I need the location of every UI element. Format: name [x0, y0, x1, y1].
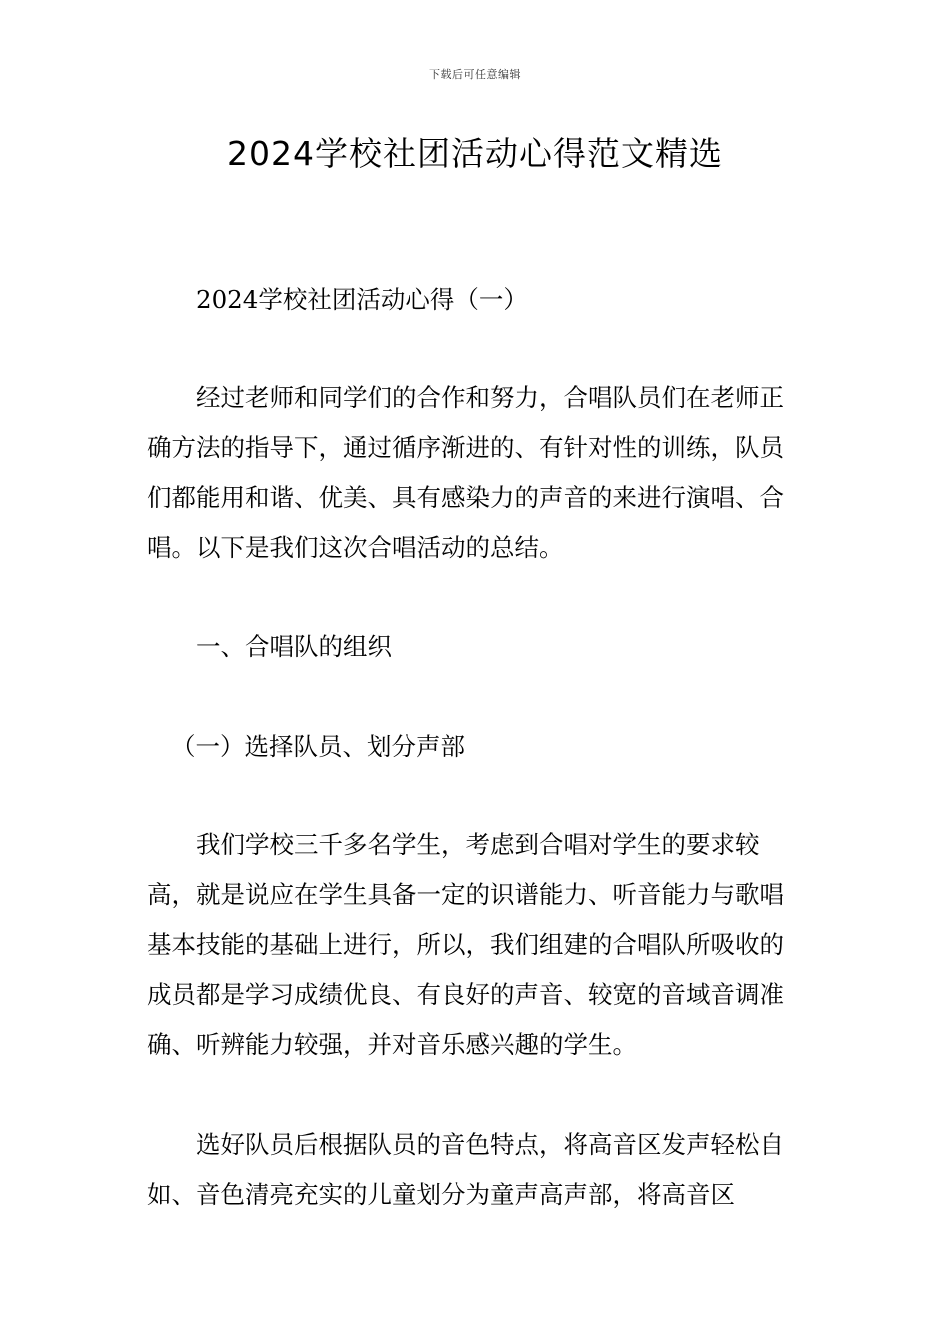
header-note: 下载后可任意编辑	[429, 68, 521, 81]
paragraph-intro: 经过老师和同学们的合作和努力，合唱队员们在老师正确方法的指导下，通过循序渐进的、有针对性的训练，队员们都能用和谐、优美、具有感染力的声音的来进行演唱、合唱。以下是我们这次合唱活动的总结。	[147, 383, 784, 562]
paragraph-voice-division: 选好队员后根据队员的音色特点，将高音区发声轻松自如、音色清亮充实的儿童划分为童声高声部，将高音区	[147, 1130, 784, 1209]
paragraph-member-selection: 我们学校三千多名学生，考虑到合唱对学生的要求较高，就是说应在学生具备一定的识谱能力、听音能力与歌唱基本技能的基础上进行，所以，我们组建的合唱队所吸收的成员都是学习成绩优良、有良好的声音、较宽的音域音调准确、听辨能力较强，并对音乐感兴趣的学生。	[147, 830, 784, 1059]
section-heading: 一、合唱队的组织	[196, 632, 392, 661]
document-title: 2024学校社团活动心得范文精选	[227, 134, 723, 173]
sub-heading: 2024学校社团活动心得（一）	[196, 285, 528, 314]
subsection-heading: （一）选择队员、划分声部	[171, 732, 465, 761]
